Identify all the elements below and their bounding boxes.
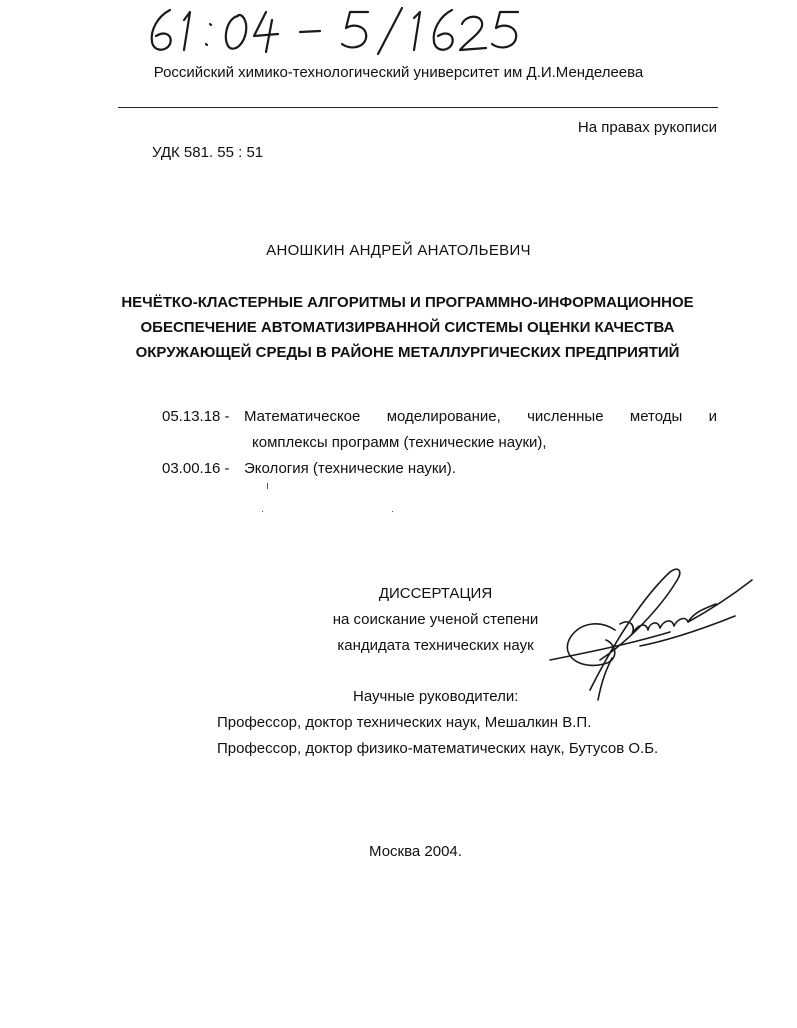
handwritten-archive-code-glyphs <box>140 2 540 58</box>
specialty-description: Математическое моделирование, численные методы и <box>244 408 717 425</box>
degree-line: на соискание ученой степени <box>332 611 539 628</box>
specialty-code: 03.00.16 - <box>162 460 230 477</box>
speck <box>392 511 393 512</box>
specialty-description: Экология (технические науки). <box>244 460 456 477</box>
header-divider <box>118 107 718 108</box>
city-year: Москва 2004. <box>369 843 462 860</box>
specialty-code: 05.13.18 - <box>162 408 230 425</box>
supervisor-item: Профессор, доктор технических наук, Мешалкин В.П. <box>217 714 592 731</box>
title-line: ОБЕСПЕЧЕНИЕ АВТОМАТИЗИРВАННОЙ СИСТЕМЫ ОЦЕНКИ КАЧЕСТВА <box>140 319 675 336</box>
author-name: АНОШКИН АНДРЕЙ АНАТОЛЬЕВИЧ <box>266 242 531 259</box>
dissertation-title <box>100 290 715 365</box>
title-line: НЕЧЁТКО-КЛАСТЕРНЫЕ АЛГОРИТМЫ И ПРОГРАММНО-ИНФОРМАЦИОННОЕ <box>121 294 694 311</box>
supervisor-item: Профессор, доктор физико-математических наук, Бутусов О.Б. <box>217 740 659 757</box>
manuscript-rights-note: На правах рукописи <box>577 119 717 136</box>
handwritten-archive-code <box>140 2 540 58</box>
title-line: ОКРУЖАЮЩЕЙ СРЕДЫ В РАЙОНЕ МЕТАЛЛУРГИЧЕСКИХ ПРЕДПРИЯТИЙ <box>135 344 680 361</box>
dissertation-heading: ДИССЕРТАЦИЯ <box>378 585 493 602</box>
university-name: Российский химико-технологический университет им Д.И.Менделеева <box>153 64 644 81</box>
speck <box>267 483 268 489</box>
degree-name: кандидата технических наук <box>337 637 534 654</box>
specialty-description-continued: комплексы программ (технические науки), <box>252 434 547 451</box>
signature-strokes <box>520 560 760 710</box>
handwritten-signature <box>520 560 760 710</box>
udk-code: УДК 581. 55 : 51 <box>152 144 264 161</box>
speck <box>262 511 263 512</box>
supervisors-heading: Научные руководители: <box>353 688 519 705</box>
